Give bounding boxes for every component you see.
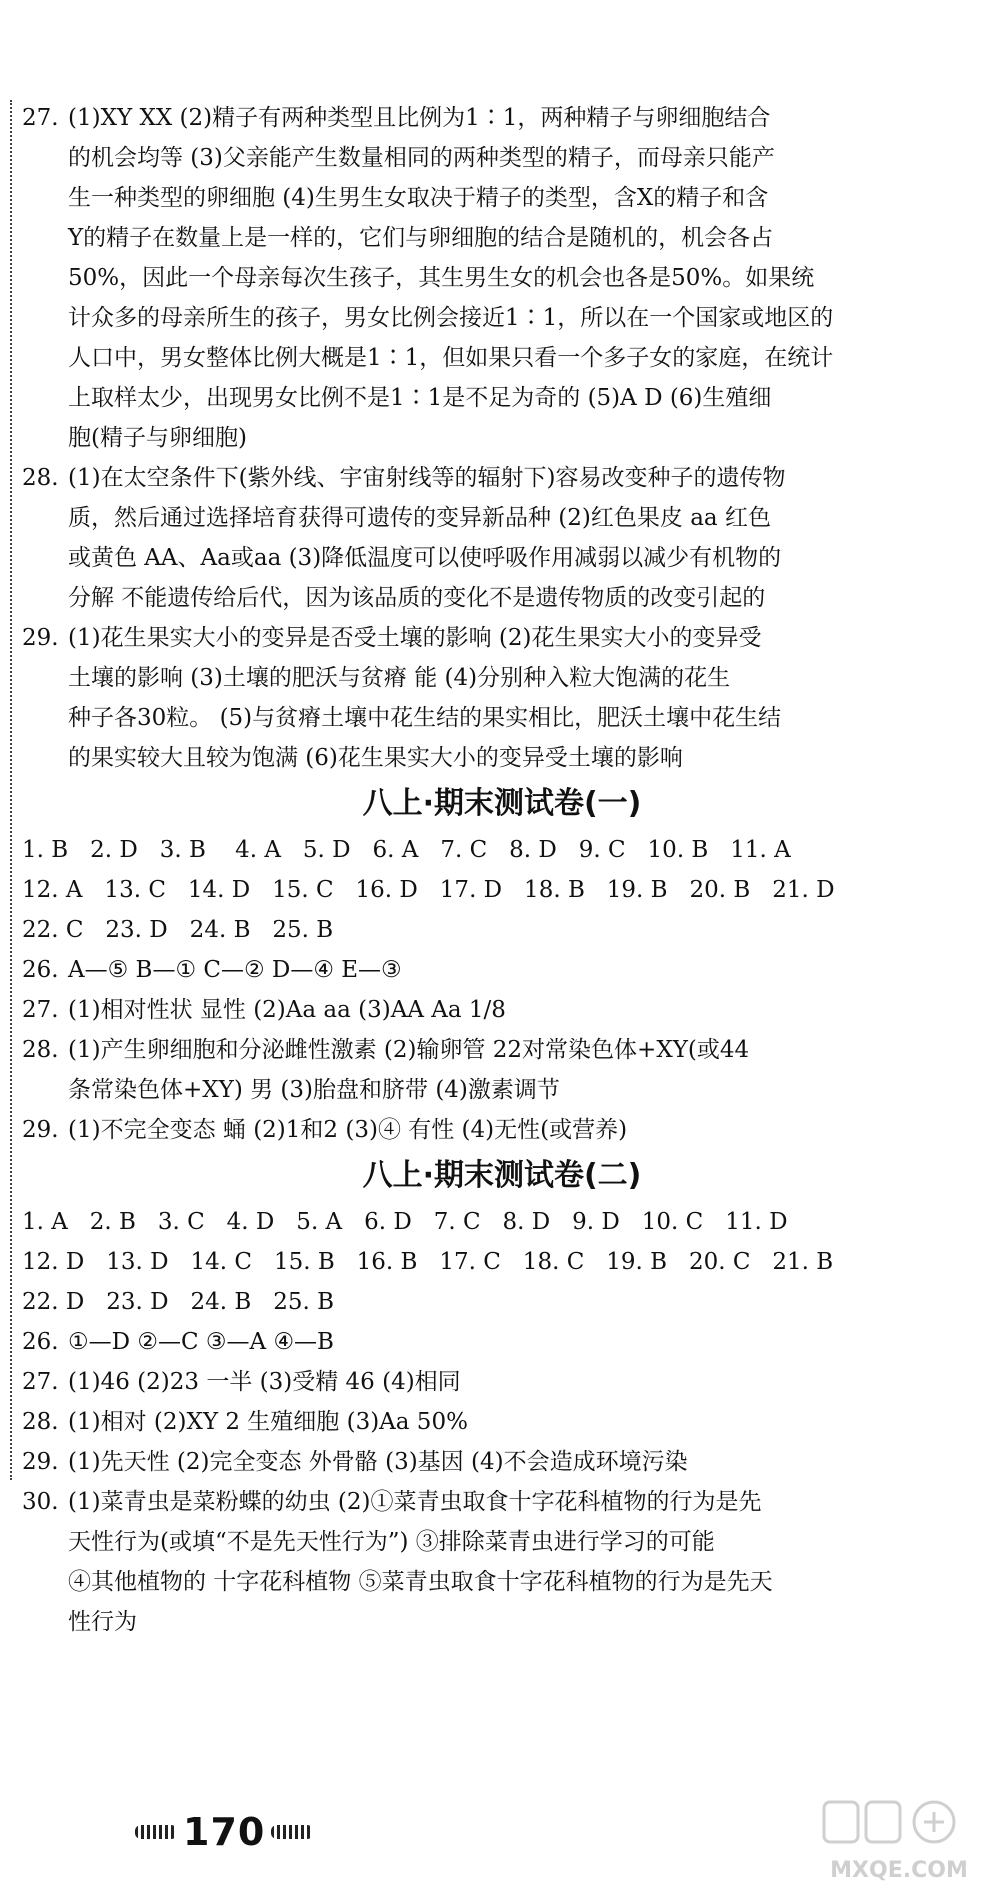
answer-line: (1)相对 (2)XY 2 生殖细胞 (3)Aa 50% [68, 1409, 468, 1435]
answer-line: 条常染色体+XY) 男 (3)胎盘和脐带 (4)激素调节 [68, 1077, 560, 1103]
answer-line: 种子各30粒。 (5)与贫瘠土壤中花生结的果实相比，肥沃土壤中花生结 [68, 705, 782, 731]
page-number: 170 [183, 1810, 266, 1854]
question-number: 28. [22, 1409, 59, 1435]
answer-q28 [22, 458, 982, 618]
answer-line: 土壤的影响 (3)土壤的肥沃与贫瘠 能 (4)分别种入粒大饱满的花生 [68, 665, 731, 691]
exam2-q28 [22, 1402, 982, 1442]
question-number: 26. [22, 1329, 59, 1355]
answer-line: 分解 不能遗传给后代，因为该品质的变化不是遗传物质的改变引起的 [68, 585, 766, 611]
answer-line: 或黄色 AA、Aa或aa (3)降低温度可以使呼吸作用减弱以减少有机物的 [68, 545, 782, 571]
answer-content [22, 98, 982, 1642]
watermark-logo-icon [804, 1797, 994, 1892]
mc-answers-row: 1. B 2. D 3. B 4. A 5. D 6. A 7. C 8. D 9. C 10. B 11. A [22, 837, 791, 863]
exam1-q27 [22, 990, 982, 1030]
answer-line: ①—D ②—C ③—A ④—B [68, 1329, 334, 1355]
answer-line: (1)在太空条件下(紫外线、宇宙射线等的辐射下)容易改变种子的遗传物 [68, 465, 786, 491]
exam1-q29 [22, 1110, 982, 1150]
watermark-text: MXQE.COM [830, 1858, 968, 1883]
page-footer [135, 1810, 313, 1854]
exam2-q26 [22, 1322, 982, 1362]
exam2-title: 八上·期末测试卷(二) [362, 1158, 642, 1193]
answer-line: A—⑤ B—① C—② D—④ E—③ [68, 957, 402, 983]
answer-line: ④其他植物的 十字花科植物 ⑤菜青虫取食十字花科植物的行为是先天 [68, 1569, 773, 1595]
answer-line: 质，然后通过选择培育获得可遗传的变异新品种 (2)红色果皮 aa 红色 [68, 505, 771, 531]
answer-line: 性行为 [68, 1609, 137, 1635]
answer-line: 的果实较大且较为饱满 (6)花生果实大小的变异受土壤的影响 [68, 745, 683, 771]
answer-line: (1)不完全变态 蛹 (2)1和2 (3)④ 有性 (4)无性(或营养) [68, 1117, 628, 1143]
mc-answers-row: 12. A 13. C 14. D 15. C 16. D 17. D 18. B 19. B 20. B 21. D [22, 877, 835, 903]
exam2-q27 [22, 1362, 982, 1402]
answer-line: (1)花生果实大小的变异是否受土壤的影响 (2)花生果实大小的变异受 [68, 625, 762, 651]
ornament-left-icon [135, 1825, 177, 1839]
answer-line: 生一种类型的卵细胞 (4)生男生女取决于精子的类型，含X的精子和含 [68, 185, 769, 211]
exam1-title: 八上·期末测试卷(一) [362, 786, 642, 821]
exam2-q30 [22, 1482, 982, 1642]
mc-answers-row: 22. D 23. D 24. B 25. B [22, 1289, 335, 1315]
answer-line: 的机会均等 (3)父亲能产生数量相同的两种类型的精子，而母亲只能产 [68, 145, 775, 171]
question-number: 27. [22, 997, 59, 1023]
answer-line: (1)产生卵细胞和分泌雌性激素 (2)输卵管 22对常染色体+XY(或44 [68, 1037, 750, 1063]
question-number: 27. [22, 1369, 59, 1395]
ornament-right-icon [271, 1825, 313, 1839]
question-number: 30. [22, 1489, 59, 1515]
answer-line: (1)菜青虫是菜粉蝶的幼虫 (2)①菜青虫取食十字花科植物的行为是先 [68, 1489, 762, 1515]
answer-line: 胞(精子与卵细胞) [68, 425, 247, 451]
question-number: 27. [22, 105, 59, 131]
question-number: 28. [22, 1037, 59, 1063]
answer-line: 上取样太少，出现男女比例不是1∶1是不足为奇的 (5)A D (6)生殖细 [68, 385, 772, 411]
answer-line: (1)先天性 (2)完全变态 外骨骼 (3)基因 (4)不会造成环境污染 [68, 1449, 688, 1475]
answer-q27 [22, 98, 982, 458]
mc-answers-row: 1. A 2. B 3. C 4. D 5. A 6. D 7. C 8. D 9. D 10. C 11. D [22, 1209, 788, 1235]
answer-q29 [22, 618, 982, 778]
answer-line: 计众多的母亲所生的孩子，男女比例会接近1∶1，所以在一个国家或地区的 [68, 305, 834, 331]
question-number: 29. [22, 625, 59, 651]
exam1-q26 [22, 950, 982, 990]
answer-line: (1)相对性状 显性 (2)Aa aa (3)AA Aa 1/8 [68, 997, 506, 1023]
question-number: 26. [22, 957, 59, 983]
mc-answers-row: 22. C 23. D 24. B 25. B [22, 917, 334, 943]
exam1-q28 [22, 1030, 982, 1110]
question-number: 29. [22, 1117, 59, 1143]
answer-line: 50%，因此一个母亲每次生孩子，其生男生女的机会也各是50%。如果统 [68, 265, 815, 291]
answer-line: 人口中，男女整体比例大概是1∶1，但如果只看一个多子女的家庭，在统计 [68, 345, 834, 371]
question-number: 29. [22, 1449, 59, 1475]
answer-line: (1)XY XX (2)精子有两种类型且比例为1∶1，两种精子与卵细胞结合 [68, 105, 771, 131]
dotted-margin-line [10, 100, 12, 1480]
answer-line: (1)46 (2)23 一半 (3)受精 46 (4)相同 [68, 1369, 461, 1395]
answer-line: 天性行为(或填“不是先天性行为”) ③排除菜青虫进行学习的可能 [68, 1529, 715, 1555]
answer-line: Y的精子在数量上是一样的，它们与卵细胞的结合是随机的，机会各占 [68, 225, 774, 251]
question-number: 28. [22, 465, 59, 491]
exam2-q29 [22, 1442, 982, 1482]
mc-answers-row: 12. D 13. D 14. C 15. B 16. B 17. C 18. C 19. B 20. C 21. B [22, 1249, 834, 1275]
